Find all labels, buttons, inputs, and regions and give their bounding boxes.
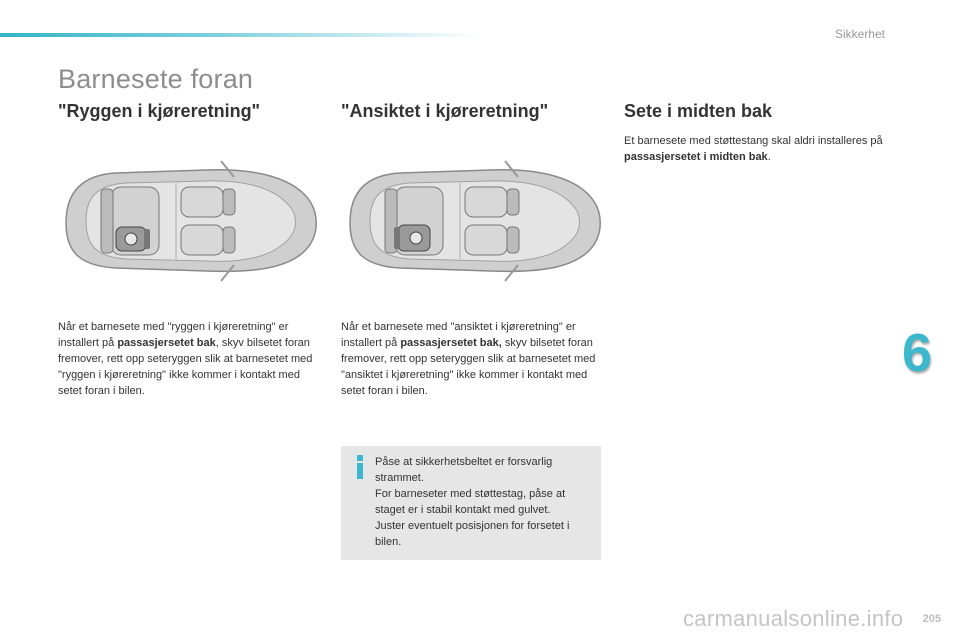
middle-rear-text: Et barnesete med støttestang skal aldri installeres på passasjersetet i midten bak. [624, 135, 883, 163]
forward-facing-heading: "Ansiktet i kjøreretning" [341, 101, 549, 121]
forward-facing-text: Når et barnesete med "ansiktet i kjøreretning" er installert på passasjersetet bak, skyv bilsetet foran fremover, rett opp seteryggen slik at barnesetet med "ansiktet i kjøreretning" ikke kommer i kontakt med setet foran i bilen. [341, 321, 596, 397]
child-seat-icon [116, 227, 150, 251]
info-text [375, 454, 593, 550]
section-label: Sikkerhet [834, 27, 885, 41]
header-accent-bar [0, 33, 480, 37]
rear-facing-text: Når et barnesete med "ryggen i kjøreretning" er installert på passasjersetet bak, skyv bilsetet foran fremover, rett opp seteryggen slik at barnesetet med "ryggen i kjøreretning" ikke kommer i kontakt med setet foran i bilen. [58, 321, 313, 397]
info-line-belt: Påse at sikkerhetsbeltet er forsvarlig strammet. [375, 456, 553, 484]
seat-front-bottom [465, 225, 519, 255]
watermark: carmanualsonline.info [683, 606, 904, 631]
seat-front-bottom [181, 225, 235, 255]
chapter-number: 6 [902, 323, 933, 383]
child-seat-icon [394, 225, 430, 251]
info-line-support: For barneseter med støttestag, påse at staget er i stabil kontakt med gulvet. [375, 488, 566, 516]
seat-front-top [465, 187, 519, 217]
info-box [341, 446, 601, 560]
seat-front-top [181, 187, 235, 217]
car-illustration-rear-facing [56, 153, 318, 288]
info-line-adjust: Juster eventuelt posisjonen for forsetet i bilen. [375, 520, 570, 548]
page-number: 205 [922, 613, 941, 625]
car-illustration-forward-facing [340, 153, 602, 288]
info-icon [351, 454, 369, 480]
middle-rear-heading: Sete i midten bak [624, 101, 773, 121]
page-title: Barnesete foran [58, 64, 254, 94]
rear-facing-heading: "Ryggen i kjøreretning" [58, 101, 261, 121]
